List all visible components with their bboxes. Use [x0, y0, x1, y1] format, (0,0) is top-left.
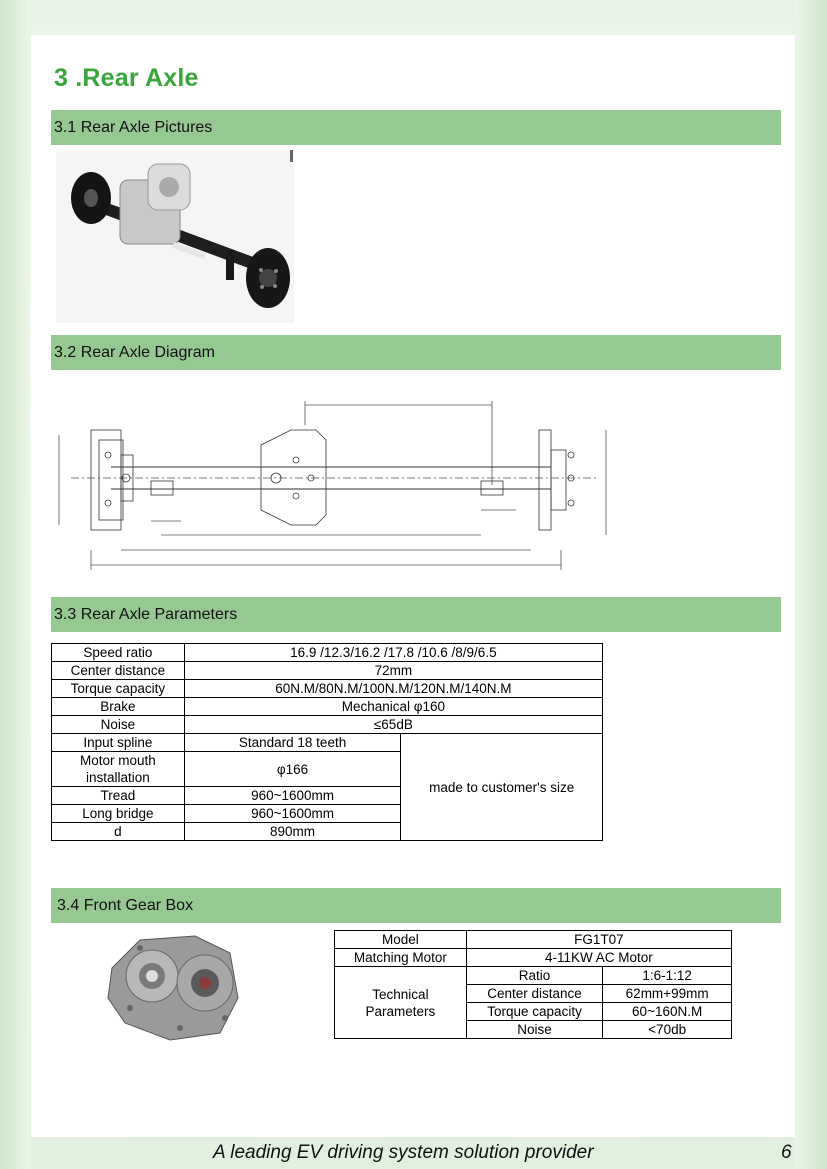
param-label: Speed ratio: [52, 644, 185, 662]
spec-value: <70db: [603, 1021, 732, 1039]
param-value: ≤65dB: [184, 716, 602, 734]
footer-tagline: A leading EV driving system solution provider: [213, 1142, 594, 1163]
table-row: [335, 967, 732, 985]
spec-value: 62mm+99mm: [603, 985, 732, 1003]
spec-value: 1:6-1:12: [603, 967, 732, 985]
spec-value: 4-11KW AC Motor: [466, 949, 731, 967]
param-label: Input spline: [52, 734, 185, 752]
param-label: Tread: [52, 787, 185, 805]
spec-label: Matching Motor: [335, 949, 467, 967]
param-value: 960~1600mm: [184, 787, 401, 805]
param-value: Mechanical φ160: [184, 698, 602, 716]
rear-axle-photo: [56, 150, 294, 323]
param-value: 890mm: [184, 823, 401, 841]
table-row: [52, 662, 603, 680]
table-row: [52, 698, 603, 716]
param-label: Center distance: [52, 662, 185, 680]
page-edge-right: [795, 0, 827, 1169]
gearbox-photo: [100, 928, 242, 1046]
table-row: [52, 680, 603, 698]
spec-label: Noise: [466, 1021, 602, 1039]
page-number: 6: [781, 1142, 792, 1163]
spec-label: Center distance: [466, 985, 602, 1003]
spec-label: Torque capacity: [466, 1003, 602, 1021]
param-value: φ166: [184, 752, 401, 787]
param-value: Standard 18 teeth: [184, 734, 401, 752]
param-value: 16.9 /12.3/16.2 /17.8 /10.6 /8/9/6.5: [184, 644, 602, 662]
technical-parameters-label: Technical Parameters: [335, 967, 467, 1039]
table-row: [335, 949, 732, 967]
param-label: Torque capacity: [52, 680, 185, 698]
section-bar-diagram: 3.2 Rear Axle Diagram: [51, 335, 781, 370]
param-label: Motor mouth installation: [52, 752, 185, 787]
gearbox-specs-table: [334, 930, 732, 1039]
table-row: [52, 734, 603, 752]
param-value: 60N.M/80N.M/100N.M/120N.M/140N.M: [184, 680, 602, 698]
section-bar-gearbox: 3.4 Front Gear Box: [51, 888, 781, 923]
page-edge-left: [0, 0, 30, 1169]
spec-label: Ratio: [466, 967, 602, 985]
section-bar-parameters: 3.3 Rear Axle Parameters: [51, 597, 781, 632]
section-title: 3 .Rear Axle: [54, 64, 199, 92]
rear-axle-diagram: [51, 385, 611, 580]
table-row: [52, 644, 603, 662]
photo-crop-mark: [290, 150, 293, 162]
table-row: [52, 716, 603, 734]
custom-size-note: made to customer's size: [401, 734, 603, 841]
param-label: Long bridge: [52, 805, 185, 823]
section-bar-pictures: 3.1 Rear Axle Pictures: [51, 110, 781, 145]
param-value: 72mm: [184, 662, 602, 680]
param-label: Noise: [52, 716, 185, 734]
spec-value: FG1T07: [466, 931, 731, 949]
param-value: 960~1600mm: [184, 805, 401, 823]
param-label: d: [52, 823, 185, 841]
spec-value: 60~160N.M: [603, 1003, 732, 1021]
param-label: Brake: [52, 698, 185, 716]
rear-axle-parameters-table: [51, 643, 603, 841]
spec-label: Model: [335, 931, 467, 949]
table-row: [335, 931, 732, 949]
